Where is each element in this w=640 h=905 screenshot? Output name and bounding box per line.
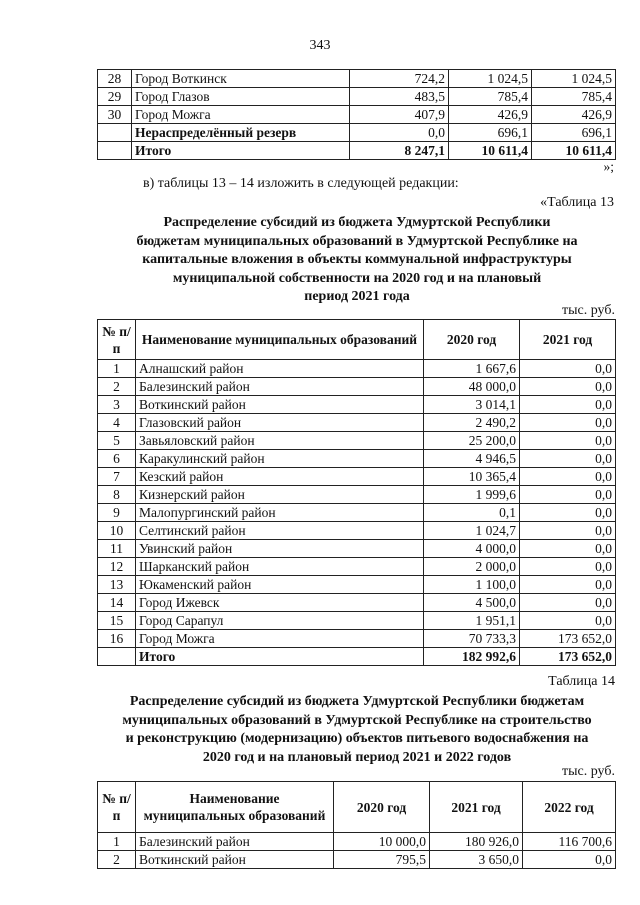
table-row xyxy=(98,88,616,106)
closing-quote: »; xyxy=(603,159,614,174)
value-2021: 0,0 xyxy=(520,576,616,594)
value-2021: 0,0 xyxy=(520,486,616,504)
municipality-name: Итого xyxy=(132,142,350,160)
municipality-name: Юкаменский район xyxy=(136,576,424,594)
table13-units: тыс. руб. xyxy=(562,303,615,318)
total-2020: 182 992,6 xyxy=(424,648,520,666)
row-number xyxy=(98,124,132,142)
table13 xyxy=(97,319,616,666)
value-2020: 2 490,2 xyxy=(424,414,520,432)
total-row xyxy=(98,648,616,666)
value-2020: 25 200,0 xyxy=(424,432,520,450)
municipality-name: Город Ижевск xyxy=(136,594,424,612)
municipality-name: Город Сарапул xyxy=(136,612,424,630)
municipality-name: Город Можга xyxy=(136,630,424,648)
value-cell: 8 247,1 xyxy=(350,142,449,160)
table14-title-line: 2020 год и на плановый период 2021 и 2022 годов xyxy=(202,749,512,765)
value-2020: 1 951,1 xyxy=(424,612,520,630)
row-number: 14 xyxy=(98,594,136,612)
table-row xyxy=(98,612,616,630)
value-2020: 10 000,0 xyxy=(334,833,430,851)
value-2020: 795,5 xyxy=(334,851,430,869)
value-2021: 0,0 xyxy=(520,522,616,540)
total-2021: 173 652,0 xyxy=(520,648,616,666)
table-row xyxy=(98,106,616,124)
value-cell: 10 611,4 xyxy=(532,142,616,160)
value-2020: 70 733,3 xyxy=(424,630,520,648)
row-number: 4 xyxy=(98,414,136,432)
table-row xyxy=(98,851,616,869)
table14-header-2021: 2021 год xyxy=(430,782,523,833)
municipality-name: Глазовский район xyxy=(136,414,424,432)
municipality-name: Завьяловский район xyxy=(136,432,424,450)
table-row xyxy=(98,414,616,432)
total-label: Итого xyxy=(136,648,424,666)
table-row xyxy=(98,558,616,576)
table-row xyxy=(98,378,616,396)
value-2021: 0,0 xyxy=(520,378,616,396)
value-2020: 1 667,6 xyxy=(424,360,520,378)
value-2021: 0,0 xyxy=(520,504,616,522)
municipality-name: Алнашский район xyxy=(136,360,424,378)
value-2020: 3 014,1 xyxy=(424,396,520,414)
table13-title-line: муниципальной собственности на 2020 год и на плановый xyxy=(172,270,542,286)
municipality-name: Малопургинский район xyxy=(136,504,424,522)
row-number: 15 xyxy=(98,612,136,630)
value-cell: 785,4 xyxy=(532,88,616,106)
instruction-text: в) таблицы 13 – 14 изложить в следующей редакции: xyxy=(143,176,459,191)
municipality-name: Город Воткинск xyxy=(132,70,350,88)
value-2020: 10 365,4 xyxy=(424,468,520,486)
value-2021: 0,0 xyxy=(520,612,616,630)
value-cell: 407,9 xyxy=(350,106,449,124)
municipality-name: Каракулинский район xyxy=(136,450,424,468)
value-cell: 10 611,4 xyxy=(449,142,532,160)
table-row xyxy=(98,833,616,851)
row-number: 13 xyxy=(98,576,136,594)
value-cell: 696,1 xyxy=(449,124,532,142)
table14-units: тыс. руб. xyxy=(562,764,615,779)
table-row xyxy=(98,432,616,450)
table-row xyxy=(98,396,616,414)
value-2020: 0,1 xyxy=(424,504,520,522)
value-2021: 0,0 xyxy=(520,468,616,486)
value-2020: 1 100,0 xyxy=(424,576,520,594)
table-row xyxy=(98,630,616,648)
value-2020: 1 999,6 xyxy=(424,486,520,504)
value-cell: 426,9 xyxy=(532,106,616,124)
table-row xyxy=(98,142,616,160)
row-number: 30 xyxy=(98,106,132,124)
table13-title-line: период 2021 года xyxy=(304,289,410,304)
row-number: 1 xyxy=(98,360,136,378)
municipality-name: Балезинский район xyxy=(136,378,424,396)
municipality-name: Балезинский район xyxy=(136,833,334,851)
table13-title xyxy=(97,214,617,307)
value-2021: 0,0 xyxy=(520,540,616,558)
empty-cell xyxy=(98,648,136,666)
value-2021: 0,0 xyxy=(520,360,616,378)
value-2020: 48 000,0 xyxy=(424,378,520,396)
value-2020: 4 946,5 xyxy=(424,450,520,468)
value-2021: 0,0 xyxy=(520,432,616,450)
table13-label: «Таблица 13 xyxy=(540,195,614,210)
value-2020: 4 500,0 xyxy=(424,594,520,612)
table14-header-num: № п/п xyxy=(98,782,136,833)
value-2021: 0,0 xyxy=(520,414,616,432)
row-number: 8 xyxy=(98,486,136,504)
table14-header-2022: 2022 год xyxy=(523,782,616,833)
value-2021: 0,0 xyxy=(520,396,616,414)
municipality-name: Кезский район xyxy=(136,468,424,486)
table13-title-line: Распределение субсидий из бюджета Удмуртской Республики xyxy=(163,215,551,230)
table14-title-line: муниципальных образований в Удмуртской Республике на строительство xyxy=(122,712,592,728)
municipality-name: Шарканский район xyxy=(136,558,424,576)
value-cell: 1 024,5 xyxy=(532,70,616,88)
row-number: 2 xyxy=(98,851,136,869)
row-number: 2 xyxy=(98,378,136,396)
table13-header-num: № п/п xyxy=(98,320,136,360)
value-cell: 785,4 xyxy=(449,88,532,106)
table13-title-line: капитальные вложения в объекты коммунальной инфраструктуры xyxy=(142,252,572,267)
value-cell: 0,0 xyxy=(350,124,449,142)
table-row xyxy=(98,124,616,142)
table14-title-line: и реконструкцию (модернизацию) объектов питьевого водоснабжения на xyxy=(125,731,589,746)
value-2020: 1 024,7 xyxy=(424,522,520,540)
row-number: 12 xyxy=(98,558,136,576)
table13-header-name: Наименование муниципальных образований xyxy=(136,320,424,360)
table-row xyxy=(98,450,616,468)
value-2021: 0,0 xyxy=(520,450,616,468)
table14-header-name: Наименование муниципальных образований xyxy=(136,782,334,833)
table13-header-2021: 2021 год xyxy=(520,320,616,360)
value-2020: 2 000,0 xyxy=(424,558,520,576)
value-2021: 180 926,0 xyxy=(430,833,523,851)
table14 xyxy=(97,781,616,869)
municipality-name: Увинский район xyxy=(136,540,424,558)
municipality-name: Воткинский район xyxy=(136,396,424,414)
municipality-name: Воткинский район xyxy=(136,851,334,869)
value-2020: 4 000,0 xyxy=(424,540,520,558)
row-number: 10 xyxy=(98,522,136,540)
table14-label: Таблица 14 xyxy=(548,674,615,689)
top-table xyxy=(97,69,616,160)
row-number: 29 xyxy=(98,88,132,106)
table13-title-line: бюджетам муниципальных образований в Удмуртской Республике на xyxy=(136,233,578,249)
table-row xyxy=(98,486,616,504)
row-number: 9 xyxy=(98,504,136,522)
table13-header-2020: 2020 год xyxy=(424,320,520,360)
table-row xyxy=(98,594,616,612)
row-number: 11 xyxy=(98,540,136,558)
value-2021: 173 652,0 xyxy=(520,630,616,648)
table-row xyxy=(98,360,616,378)
table14-header-2020: 2020 год xyxy=(334,782,430,833)
municipality-name: Кизнерский район xyxy=(136,486,424,504)
municipality-name: Нераспределённый резерв xyxy=(132,124,350,142)
value-cell: 724,2 xyxy=(350,70,449,88)
value-cell: 483,5 xyxy=(350,88,449,106)
value-2021: 0,0 xyxy=(520,558,616,576)
table-row xyxy=(98,522,616,540)
row-number: 28 xyxy=(98,70,132,88)
table-row xyxy=(98,468,616,486)
row-number: 6 xyxy=(98,450,136,468)
value-cell: 426,9 xyxy=(449,106,532,124)
row-number: 16 xyxy=(98,630,136,648)
row-number: 7 xyxy=(98,468,136,486)
page-number: 343 xyxy=(309,38,331,53)
municipality-name: Селтинский район xyxy=(136,522,424,540)
table-row xyxy=(98,576,616,594)
value-cell: 1 024,5 xyxy=(449,70,532,88)
row-number: 5 xyxy=(98,432,136,450)
row-number xyxy=(98,142,132,160)
value-2021: 3 650,0 xyxy=(430,851,523,869)
table-row xyxy=(98,70,616,88)
municipality-name: Город Глазов xyxy=(132,88,350,106)
row-number: 3 xyxy=(98,396,136,414)
row-number: 1 xyxy=(98,833,136,851)
value-2021: 0,0 xyxy=(520,594,616,612)
table-row xyxy=(98,504,616,522)
value-cell: 696,1 xyxy=(532,124,616,142)
value-2022: 0,0 xyxy=(523,851,616,869)
table14-title xyxy=(97,693,617,767)
table-row xyxy=(98,540,616,558)
table14-title-line: Распределение субсидий из бюджета Удмуртской Республики бюджетам xyxy=(129,694,585,709)
municipality-name: Город Можга xyxy=(132,106,350,124)
value-2022: 116 700,6 xyxy=(523,833,616,851)
